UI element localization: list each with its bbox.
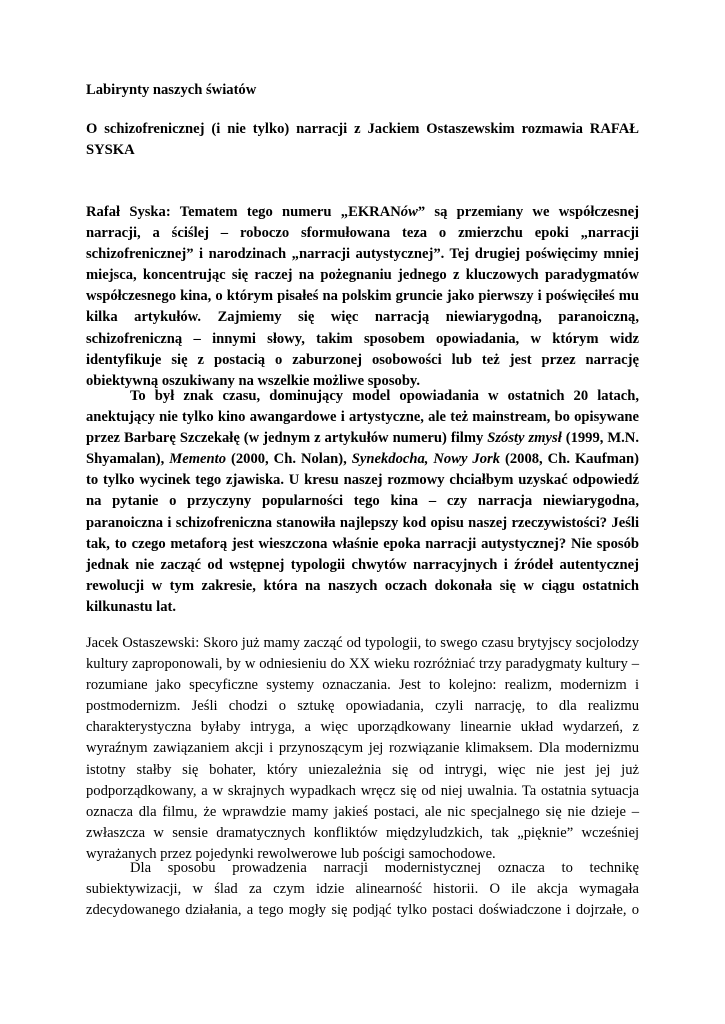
- paragraph-line: schizofrenicznej” i narodzinach „narracji autystycznej”. Tej drugiej poświęcimy mniej: [86, 246, 639, 263]
- paragraph-line: zwłaszcza w sensie dramatycznych konfliktów międzyludzkich, tak „pięknie” wcześniej: [86, 824, 639, 841]
- paragraph-line: rozumiane jako specyficzne systemy oznaczania. Jest to kolejno: realizm, modernizm i: [86, 677, 639, 694]
- paragraph-line: jednak nie zacząć od wstępnej typologii chwytów narracyjnych i źródeł autentycznej: [86, 556, 639, 573]
- paragraph-line: narracji, a ściślej – roboczo sformułowana teza o zmierzchu epoki „narracji: [86, 225, 639, 242]
- paragraph-line: zdecydowanego działania, a tego mogły się podjąć tylko postaci doświadczone i dojrzałe, o: [86, 902, 639, 919]
- paragraph-line: Rafał Syska: Tematem tego numeru „EKRANów” są przemiany we współczesnej: [86, 204, 639, 220]
- paragraph-line: kilka artykułów. Zajmiemy się więc narracją niewiarygodną, paranoiczną,: [86, 309, 639, 326]
- interview-question-paragraph-1: [86, 202, 639, 392]
- paragraph-line: schizofreniczną – innymi słowy, takim sposobem opowiadania, w którym widz: [86, 330, 639, 347]
- paragraph-line: kultury zaproponowali, by w odniesieniu do XX wieku rozróżniać trzy paradygmaty kultury –: [86, 656, 639, 673]
- paragraph-line: współczesnego kina, o którym pisałeś na polskim gruncie jako pierwszy i poświęciłeś mu: [86, 288, 639, 305]
- subtitle-line-2: SYSKA: [86, 142, 135, 158]
- document-subtitle: [86, 119, 639, 161]
- paragraph-line: to tylko wycinek tego zjawiska. U kresu naszej rozmowy chciałbym uzyskać odpowiedź: [86, 472, 639, 489]
- interview-question-paragraph-2: [86, 386, 639, 618]
- paragraph-line: charakterystyczna byłaby intryga, a więc uporządkowany linearnie układ wydarzeń, z: [86, 719, 639, 736]
- document-title: Labirynty naszych światów: [86, 82, 257, 98]
- paragraph-line: miejsca, koncentrując się raczej na pożegnaniu jednego z kluczowych paradygmatów: [86, 267, 639, 284]
- paragraph-line: wyrażanych przez pojedynki rewolwerowe lub pościgi samochodowe.: [86, 845, 496, 862]
- paragraph-line: identyfikuje się z postacią o zaburzonej osobowości lub też jest przez narrację: [86, 351, 639, 368]
- paragraph-line: oznacza dla filmu, że wprawdzie mamy jakieś postaci, ale nic specjalnego się nie dzieje –: [86, 803, 639, 820]
- paragraph-line: To był znak czasu, dominujący model opowiadania w ostatnich 20 latach,: [130, 388, 639, 404]
- paragraph-line: kilkunastu lat.: [86, 598, 177, 615]
- paragraph-line: obiektywną oszukiwany na wszelkie możliwe sposoby.: [86, 372, 421, 389]
- paragraph-line: Shyamalan), Memento (2000, Ch. Nolan), Synekdocha, Nowy Jork (2008, Ch. Kaufman): [86, 451, 640, 468]
- paragraph-line: postmodernizm. Jeśli chodzi o sztukę opowiadania, czyli narrację, to dla realizmu: [86, 698, 639, 715]
- paragraph-line: paranoiczna i schizofreniczna stanowiła najlepszy kod opisu naszej rzeczywistości? Jeśli: [86, 514, 639, 531]
- paragraph-line: Jacek Ostaszewski: Skoro już mamy zacząć od typologii, to swego czasu brytyjscy socjolodzy: [86, 635, 639, 651]
- interview-answer-paragraph-1: [86, 633, 639, 865]
- paragraph-line: podporządkowany, a w skrajnych wypadkach wręcz się od niej uwalnia. Ta ostatnia sytuacja: [86, 782, 639, 799]
- paragraph-line: istotny stałby się bohater, który uniezależnia się od intrygi, więc nie jest jej już: [86, 761, 639, 778]
- paragraph-line: przez Barbarę Szczekałę (w jednym z artykułów numeru) filmy Szósty zmysł (1999, M.N.: [86, 430, 639, 447]
- paragraph-line: subiektywizacji, w ślad za czym idzie alinearność historii. O ile akcja wymagała: [86, 881, 639, 898]
- paragraph-line: wyraźnym zawiązaniem akcji i przynoszącym jej rozwiązanie klimaksem. Dla modernizmu: [86, 740, 639, 757]
- paragraph-line: Dla sposobu prowadzenia narracji modernistycznej oznacza to technikę: [130, 860, 639, 876]
- paragraph-line: rewolucji w tym zakresie, która na naszych oczach dokonała się w ciągu ostatnich: [86, 577, 639, 594]
- paragraph-line: anektujący nie tylko kino awangardowe i artystyczne, ale też mainstream, bo opisywane: [86, 409, 639, 426]
- paragraph-line: na pytanie o przyczyny popularności tego kina – czy narracja niewiarygodna,: [86, 493, 639, 510]
- paragraph-line: tak, to czego metaforą jest wieszczona właśnie epoka narracji autystycznej? Nie sposób: [86, 535, 639, 552]
- subtitle-line-1: O schizofrenicznej (i nie tylko) narracji z Jackiem Ostaszewskim rozmawia RAFAŁ: [86, 121, 639, 137]
- interview-answer-paragraph-2: [86, 858, 639, 921]
